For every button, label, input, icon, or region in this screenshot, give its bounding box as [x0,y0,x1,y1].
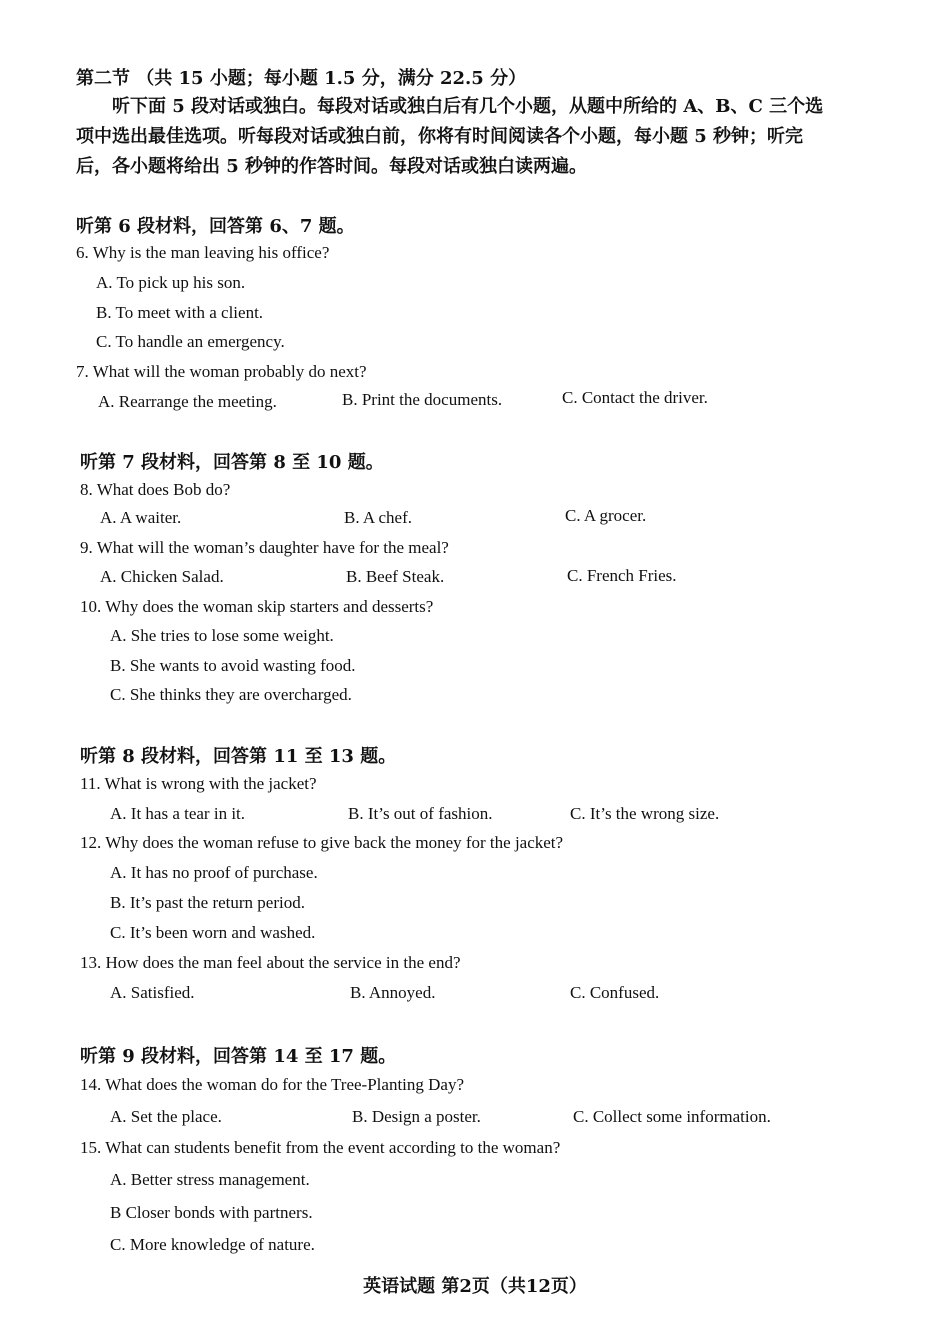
section-title: 第二节 （共 15 小题；每小题 1.5 分，满分 22.5 分） [76,68,527,89]
question-stem: 9. What will the woman’s daughter have for the meal? [80,538,449,557]
group-heading: 听第 7 段材料，回答第 8 至 10 题。 [80,452,384,473]
option: A. A waiter. [100,508,182,527]
question-stem: 12. Why does the woman refuse to give back the money for the jacket? [80,833,564,852]
option: B. Annoyed. [350,983,436,1002]
option: B. It’s past the return period. [110,893,305,912]
question-stem: 11. What is wrong with the jacket? [80,774,317,793]
option: C. More knowledge of nature. [110,1235,315,1254]
question-stem: 10. Why does the woman skip starters and desserts? [80,597,434,616]
option: A. Chicken Salad. [100,567,224,586]
group-heading: 听第 9 段材料，回答第 14 至 17 题。 [80,1046,397,1067]
question-stem: 6. Why is the man leaving his office? [76,243,330,262]
option: A. Rearrange the meeting. [98,392,277,411]
option: C. She thinks they are overcharged. [110,685,352,704]
question-stem: 7. What will the woman probably do next? [76,362,367,381]
question-stem: 14. What does the woman do for the Tree-Planting Day? [80,1075,465,1094]
option: B Closer bonds with partners. [110,1203,313,1222]
section-instructions: 听下面 5 段对话或独白。每段对话或独白后有几个小题，从题中所给的 A、B、C 三个选项中选出最佳选项。听每段对话或独白前，你将有时间阅读各个小题，每小题 5 秒钟；听完后，各小题将给出 5 秒钟的作答时间。每段对话或独白读两遍。 [76,96,824,177]
option: C. It’s the wrong size. [570,804,720,823]
question-stem: 13. How does the man feel about the service in the end? [80,953,461,972]
option: A. Satisfied. [110,983,195,1002]
option: A. It has no proof of purchase. [110,863,318,882]
option: B. To meet with a client. [96,303,264,322]
option: B. Print the documents. [342,390,503,409]
option: B. Beef Steak. [346,567,445,586]
group-heading: 听第 8 段材料，回答第 11 至 13 题。 [80,746,397,767]
option: B. A chef. [344,508,412,527]
option: B. Design a poster. [352,1107,481,1126]
option: A. She tries to lose some weight. [110,626,334,645]
page-footer: 英语试题 第2页（共12页） [363,1276,587,1297]
option: A. Better stress management. [110,1170,310,1189]
option: A. To pick up his son. [96,273,246,292]
option: C. A grocer. [565,506,647,525]
option: B. It’s out of fashion. [348,804,493,823]
option: C. Confused. [570,983,660,1002]
option: B. She wants to avoid wasting food. [110,656,356,675]
option: A. It has a tear in it. [110,804,246,823]
option: C. Collect some information. [573,1107,771,1126]
option: A. Set the place. [110,1107,222,1126]
option: C. It’s been worn and washed. [110,923,316,942]
option: C. To handle an emergency. [96,332,285,351]
group-heading: 听第 6 段材料，回答第 6、7 题。 [76,216,355,237]
option: C. French Fries. [567,566,677,585]
option: C. Contact the driver. [562,388,708,407]
question-stem: 8. What does Bob do? [80,480,231,499]
question-stem: 15. What can students benefit from the event according to the woman? [80,1138,561,1157]
